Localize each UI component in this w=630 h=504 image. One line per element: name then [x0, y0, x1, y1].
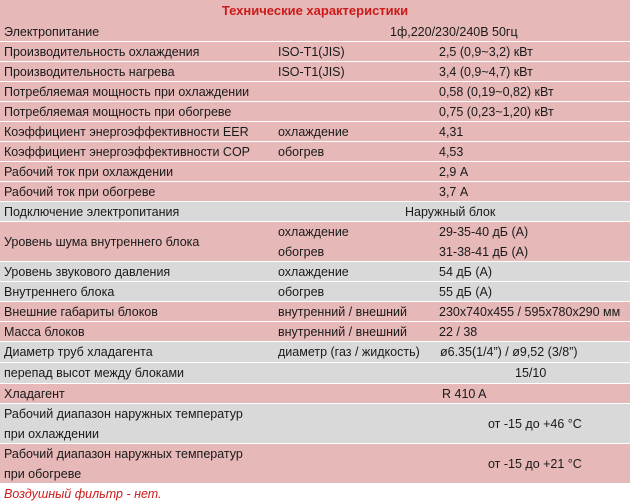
row-value: 4,53	[439, 144, 464, 159]
row-condition: охлаждение	[278, 124, 349, 139]
row-label: Рабочий диапазон наружных температур при охлаждении	[4, 406, 243, 441]
row-label: Диаметр труб хладагента	[4, 345, 153, 359]
row-label: Рабочий диапазон наружных температур при обогреве	[4, 446, 243, 481]
row-label: Масса блоков	[4, 324, 85, 339]
row-label: Рабочий ток при охлаждении	[4, 164, 174, 179]
row-label: Коэффициент энергоэффективности EER	[4, 124, 249, 139]
row-label: Внутреннего блока	[4, 284, 115, 299]
row-value: 3,4 (0,9~4,7) кВт	[439, 64, 533, 79]
row-condition: диаметр (газ / жидкость)	[278, 345, 420, 359]
spec-row-refrigerant	[0, 384, 630, 404]
row-value: 4,31	[439, 124, 464, 139]
spec-row-power	[0, 22, 630, 42]
row-value: R 410 A	[442, 386, 487, 401]
footnote: Воздушный фильтр - нет.	[4, 487, 162, 501]
row-label: Производительность охлаждения	[4, 44, 200, 59]
spec-row-power-cooling	[0, 82, 630, 102]
spec-row-current-heating	[0, 182, 630, 202]
row-label: Электропитание	[4, 24, 100, 39]
row-label: Коэффициент энергоэффективности COP	[4, 144, 251, 159]
row-value: 2,5 (0,9~3,2) кВт	[439, 44, 533, 59]
spec-row-range-cooling	[0, 404, 630, 444]
row-label: Уровень шума внутреннего блока	[4, 234, 200, 249]
row-label: Рабочий ток при обогреве	[4, 184, 156, 199]
row-label: Подключение электропитания	[4, 204, 180, 219]
row-condition: обогрев	[278, 284, 325, 299]
row-value: 0,58 (0,19~0,82) кВт	[439, 84, 554, 99]
row-value: от -15 до +21 °С	[488, 456, 582, 471]
row-label: перепад высот между блоками	[4, 366, 185, 380]
row-value: 0,75 (0,23~1,20) кВт	[439, 104, 554, 119]
row-condition: ISO-T1(JIS)	[278, 44, 345, 59]
spec-row-height-difference	[0, 363, 630, 384]
row-label: Потребляемая мощность при охлаждении	[4, 84, 250, 99]
spec-row-cooling-capacity	[0, 42, 630, 62]
row-value: 54 дБ (А)	[439, 264, 493, 279]
spec-row-heating-capacity	[0, 62, 630, 82]
spec-row-weight	[0, 322, 630, 342]
row-value: 22 / 38	[439, 324, 478, 339]
spec-row-dimensions	[0, 302, 630, 322]
spec-row-pipe-diameter	[0, 342, 630, 363]
row-condition: ISO-T1(JIS)	[278, 64, 345, 79]
spec-row-current-cooling	[0, 162, 630, 182]
row-label: Хладагент	[4, 386, 65, 401]
row-condition: обогрев	[278, 245, 325, 259]
row-value: от -15 до +46 °С	[488, 416, 582, 431]
row-value: 55 дБ (А)	[439, 284, 493, 299]
row-condition: внутренний / внешний	[278, 304, 408, 319]
row-condition: обогрев	[278, 144, 325, 159]
row-value: 3,7 А	[439, 184, 469, 199]
spec-row-indoor-unit	[0, 282, 630, 302]
row-value: 230х740х455 / 595х780х290 мм	[439, 304, 621, 319]
row-value: Наружный блок	[405, 204, 496, 219]
row-value: 15/10	[515, 366, 547, 380]
row-condition: внутренний / внешний	[278, 324, 408, 339]
row-label: Внешние габариты блоков	[4, 304, 158, 319]
spec-row-power-heating	[0, 102, 630, 122]
spec-row-power-connection	[0, 202, 630, 222]
row-value: 2,9 А	[439, 164, 469, 179]
spec-row-eer	[0, 122, 630, 142]
spec-row-sound-pressure	[0, 262, 630, 282]
row-value: ø6.35(1/4”) / ø9,52 (3/8”)	[440, 345, 578, 359]
spec-row-range-heating	[0, 444, 630, 484]
row-label: Производительность нагрева	[4, 64, 175, 79]
spec-row-cop	[0, 142, 630, 162]
row-condition: охлаждение	[278, 225, 349, 239]
row-value: 1ф,220/230/240В 50гц	[390, 24, 518, 39]
row-condition: охлаждение	[278, 264, 349, 279]
row-value: 31-38-41 дБ (А)	[439, 245, 529, 259]
spec-row-indoor-noise	[0, 222, 630, 262]
page-title: Технические характеристики	[0, 0, 630, 22]
row-label: Уровень звукового давления	[4, 264, 171, 279]
row-value: 29-35-40 дБ (А)	[439, 225, 529, 239]
row-label: Потребляемая мощность при обогреве	[4, 104, 232, 119]
